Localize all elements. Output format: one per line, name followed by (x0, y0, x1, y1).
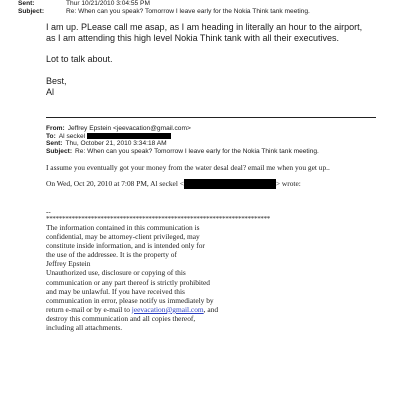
signature-dash: -- (46, 208, 51, 216)
sent-label: Sent: (18, 0, 35, 7)
return-suffix: , and (203, 304, 219, 314)
sent2-row (46, 140, 386, 148)
sent2-label: Sent: (46, 140, 63, 148)
return-prefix: return e-mail or by e-mail to (46, 304, 132, 314)
disclaimer-line: constitute inside information, and is intended only for (46, 241, 205, 251)
quote-line (46, 179, 386, 189)
disclaimer-line: Jeffrey Epstein (46, 259, 91, 269)
confidentiality-disclaimer (46, 223, 256, 332)
email1-line2: Lot to talk about. (46, 54, 113, 65)
subject-row (18, 8, 398, 16)
redaction-bar (87, 133, 171, 139)
to-value: Al seckel (58, 132, 86, 140)
disclaimer-return-line (46, 305, 256, 314)
email1-signature: Al (46, 86, 55, 97)
disclaimer-line: confidential, may be attorney-client privileged, may (46, 232, 200, 242)
disclaimer-line: destroy this communication and all copies thereof, (46, 313, 196, 323)
subject2-row (46, 148, 386, 156)
subject-label: Subject: (18, 7, 45, 15)
email2-header (46, 125, 386, 155)
quote-suffix: > wrote: (275, 179, 301, 188)
to-row (46, 133, 386, 141)
asterisk-separator: ********************************************************************** (46, 215, 271, 223)
sent-value: Thur 10/21/2010 3:04:55 PM (66, 0, 150, 7)
sent-row (18, 0, 398, 8)
to-label: To: (46, 132, 56, 140)
email-link[interactable]: jeevacation@gmail.com (131, 304, 204, 314)
disclaimer-line: Unauthorized use, disclosure or copying of this (46, 268, 186, 278)
disclaimer-line: communication in error, please notify us immediately by (46, 295, 214, 305)
email2-text: I assume you eventually got your money from the water desal deal? email me when you get up.. (46, 163, 330, 172)
from-row (46, 125, 386, 133)
from-label: From: (46, 125, 65, 132)
redaction-bar (184, 179, 276, 189)
email2-body (46, 163, 386, 189)
disclaimer-line: and may be unlawful. If you have received this (46, 286, 185, 296)
email1-closing: Best, (46, 75, 67, 86)
email1-body (46, 22, 366, 98)
subject2-value: Re: When can you speak? Tomorrow I leave early for the Nokia Think tank meeting. (75, 147, 319, 155)
disclaimer-line: the use of the addressee. It is the property of (46, 250, 177, 260)
from-value: Jeffrey Epstein <jeevacation@gmail.com> (67, 125, 191, 132)
subject2-label: Subject: (46, 147, 73, 155)
quote-prefix: On Wed, Oct 20, 2010 at 7:08 PM, Al seckel < (46, 179, 184, 188)
top-email-header (18, 0, 398, 16)
disclaimer-line: communication or any part thereof is strictly prohibited (46, 277, 210, 287)
disclaimer-line: including all attachments. (46, 323, 123, 333)
disclaimer-line: The information contained in this communication is (46, 223, 200, 232)
subject-value: Re: When can you speak? Tomorrow I leave early for the Nokia Think tank meeting. (66, 7, 310, 15)
message-divider (46, 117, 376, 118)
email1-paragraph: I am up. PLease call me asap, as I am heading in literally an hour to the airport, as I am attending this high level Nokia Think tank with all their executives. (46, 22, 363, 43)
sent2-value: Thu, October 21, 2010 3:34:18 AM (65, 140, 167, 148)
